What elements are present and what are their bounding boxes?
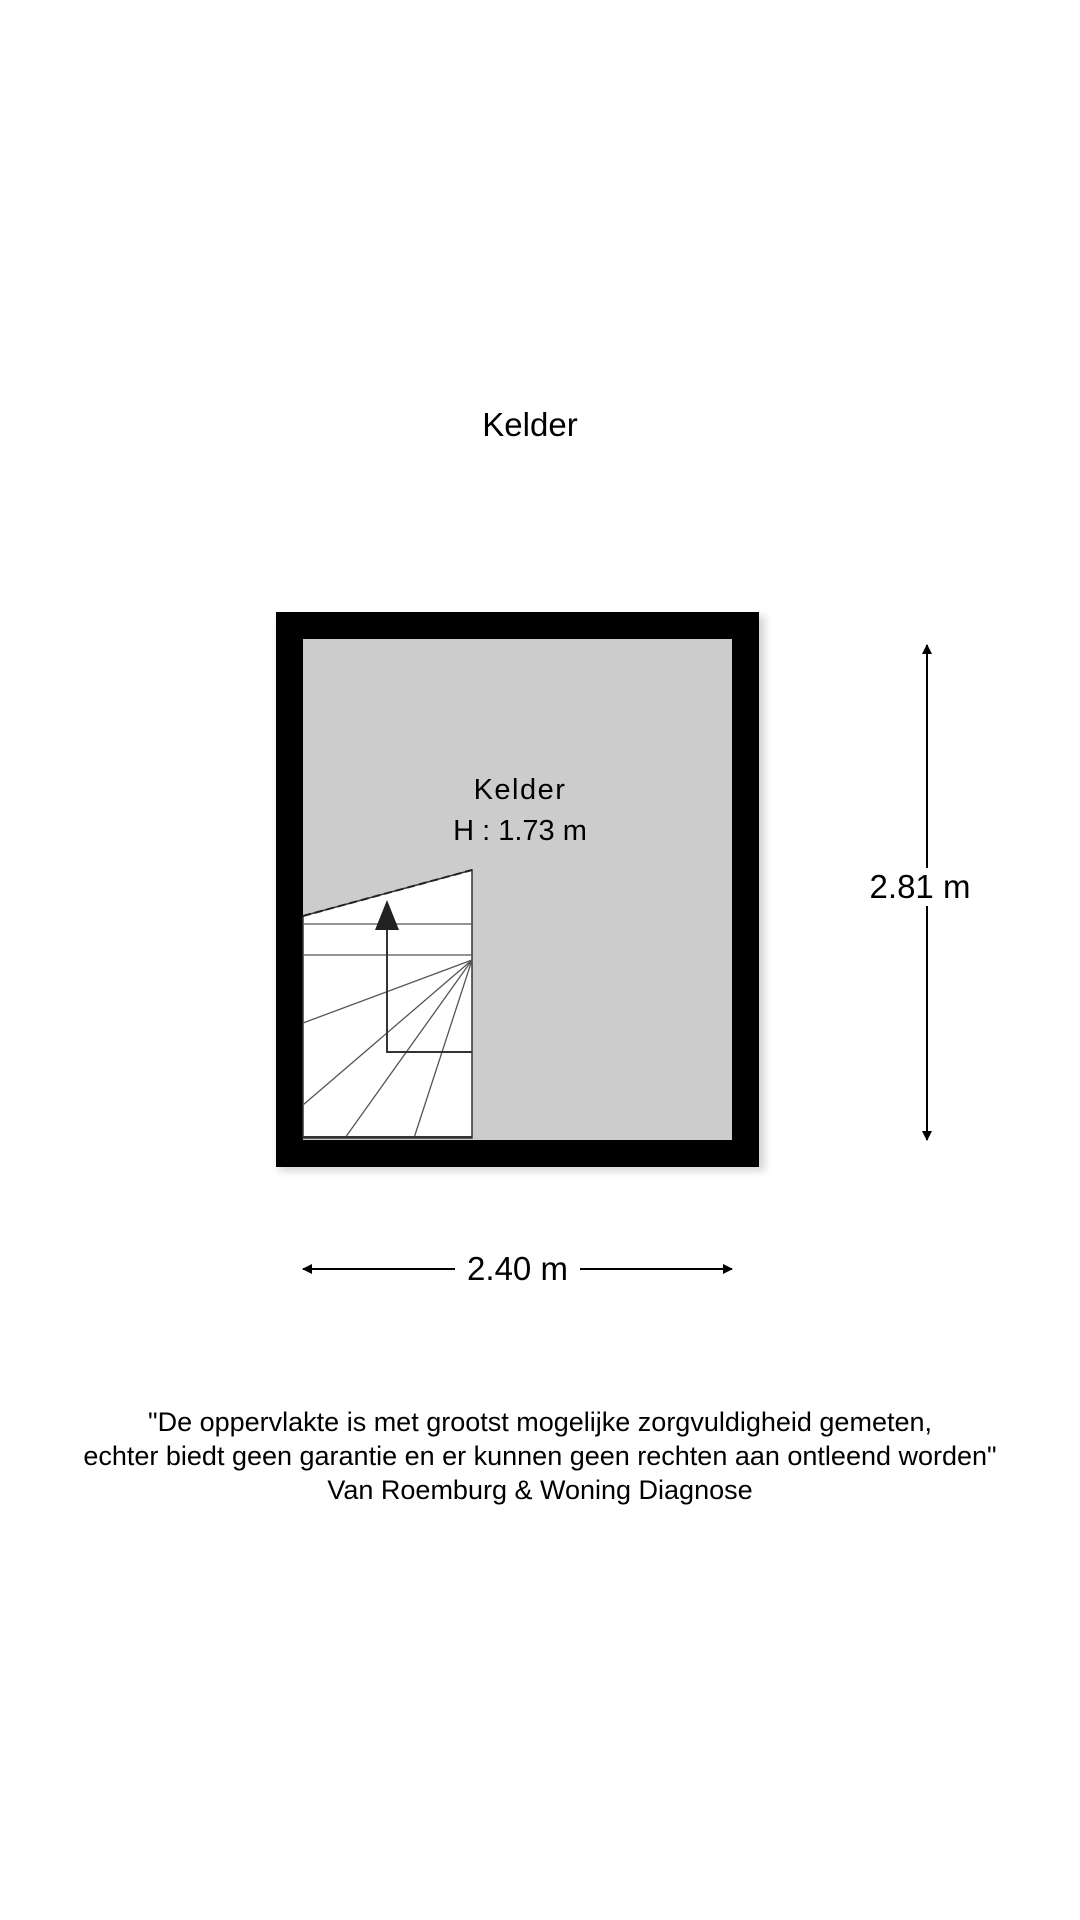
disclaimer-company: Van Roemburg & Woning Diagnose — [327, 1475, 753, 1505]
floor-title: Kelder — [482, 406, 578, 443]
room-height-label: H : 1.73 m — [453, 815, 587, 847]
disclaimer — [0, 1405, 1080, 1507]
disclaimer-line: "De oppervlakte is met grootst mogelijke zorgvuldigheid gemeten, — [148, 1407, 932, 1437]
depth-dimension-label: 2.81 m — [860, 868, 980, 906]
room-name: Kelder — [473, 774, 567, 806]
disclaimer-line: echter biedt geen garantie en er kunnen geen rechten aan ontleend worden" — [83, 1441, 997, 1471]
staircase — [303, 870, 472, 1138]
width-dimension-label: 2.40 m — [455, 1250, 580, 1288]
